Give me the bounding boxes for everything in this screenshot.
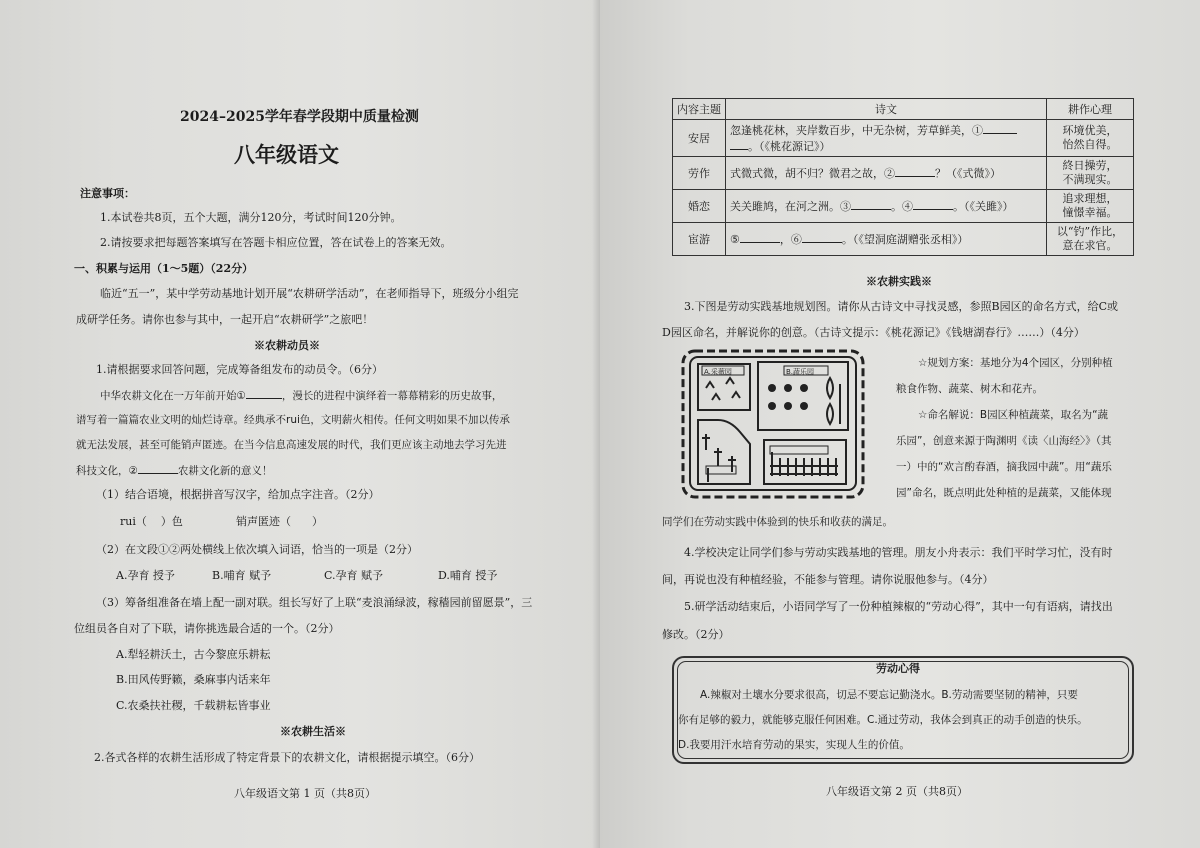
- intro-line-1: 临近“五一”，某中学劳动基地计划开展“农耕研学活动”，在老师指导下，班级分小组完: [100, 287, 519, 300]
- answer-blank[interactable]: [895, 166, 935, 177]
- poem-table: [672, 98, 1134, 256]
- q2-stem: 2.各式各样的农耕生活形成了特定背景下的农耕文化，请根据提示填空。（6分）: [94, 751, 480, 764]
- labor-notes-line-2: 你有足够的毅力，就能够克服任何困难。C.通过劳动，我体会到真正的动手创造的快乐。: [678, 714, 1088, 726]
- q3-line-2: D园区命名，并解说你的创意。（古诗文提示：《桃花源记》《钱塘湖春行》……）（4分）: [662, 326, 1085, 339]
- table-row: [673, 157, 1134, 190]
- table-row: [673, 223, 1134, 256]
- plan-line-1: ☆规划方案：基地分为4个园区，分别种植: [918, 357, 1113, 369]
- pinyin-blank-rui[interactable]: rui（ ）色: [120, 515, 183, 528]
- q1-3-option-b[interactable]: B.田风传野籁，桑麻事内话来年: [116, 673, 271, 686]
- q1-2-option-d[interactable]: D.哺育 授予: [438, 569, 498, 582]
- table-cell-poem: 忽逢桃花林，夹岸数百步，中无杂树，芳草鲜美，① 。（《桃花源记》）: [726, 120, 1047, 157]
- plan-line-4: 乐园”，创意来源于陶渊明《读〈山海经〉》（其: [896, 435, 1112, 447]
- q1-3-option-c[interactable]: C.农桑扶社稷，千载耕耘皆事业: [116, 699, 271, 712]
- q1-1: （1）结合语境，根据拼音写汉字，给加点字注音。（2分）: [96, 488, 380, 501]
- table-header: 耕作心理: [1047, 99, 1134, 120]
- pinyin-blank-ni[interactable]: 销声匿迹（ ）: [236, 515, 323, 528]
- table-header: 内容主题: [673, 99, 726, 120]
- plan-line-5: 一）中的“欢言酌春酒，摘我园中蔬”。用“蔬乐: [896, 461, 1112, 473]
- labor-notes-line-3: D.我要用汗水培育劳动的果实，实现人生的价值。: [678, 739, 910, 751]
- table-cell-theme: 安居: [673, 120, 726, 157]
- table-cell-mind: 环境优美， 怡然自得。: [1047, 120, 1134, 157]
- q1-3-option-a[interactable]: A.犁轻耕沃土，古今黎庶乐耕耘: [116, 648, 271, 661]
- table-cell-mind: 終日操劳， 不满现实。: [1047, 157, 1134, 190]
- q3-line-1: 3.下图是劳动实践基地规划图。请你从古诗文中寻找灵感，参照B园区的命名方式，给C或: [684, 300, 1118, 313]
- table-cell-mind: 追求理想， 憧憬幸福。: [1047, 190, 1134, 223]
- map-label-a: A.采薇园: [704, 368, 732, 376]
- notice-item-1: 1.本试卷共8页，五个大题，满分120分，考试时间120分钟。: [100, 211, 402, 224]
- q1-stem: 1.请根据要求回答问题，完成筹备组发布的动员令。（6分）: [96, 363, 383, 376]
- exam-title: 2024–2025学年春学段期中质量检测: [180, 109, 419, 125]
- table-cell-theme: 婚恋: [673, 190, 726, 223]
- passage-line-3: 就无法发展，甚至可能销声匿迹。在当今信息高速发展的时代，我们更应该主动地去学习先进: [76, 439, 507, 451]
- table-header: 诗文: [726, 99, 1047, 120]
- plan-line-last: 同学们在劳动实践中体验到的快乐和收获的满足。: [662, 516, 893, 528]
- q5-line-1: 5.研学活动结束后，小语同学写了一份种植辣椒的“劳动心得”，其中一句有语病，请找出: [684, 600, 1113, 613]
- table-cell-poem: ⑤ ，⑥ 。（《望洞庭湖赠张丞相》）: [726, 223, 1047, 256]
- q4-line-2: 间，再说也没有种植经验，不能参与管理。请你说服他参与。（4分）: [662, 573, 994, 586]
- plan-line-6: 园”命名，既点明此处种植的是蔬菜，又能体现: [896, 487, 1112, 499]
- q1-2-option-a[interactable]: A.孕育 授予: [116, 569, 175, 582]
- table-cell-poem: 式微式微，胡不归？微君之故，② ？（《式微》）: [726, 157, 1047, 190]
- sub-heading-farming-life: ※农耕生活※: [280, 725, 346, 738]
- table-header-row: [673, 99, 1134, 120]
- answer-blank[interactable]: [913, 199, 953, 210]
- answer-blank[interactable]: [802, 232, 842, 243]
- intro-line-2: 成研学任务。请你也参与其中，一起开启“农耕研学”之旅吧！: [76, 313, 374, 326]
- map-label-b: B.蔬乐园: [786, 368, 815, 376]
- passage-line-4: 科技文化，② 农耕文化新的意义！: [76, 465, 273, 477]
- page-2: [600, 0, 1200, 848]
- answer-blank[interactable]: [730, 139, 748, 150]
- answer-blank-1[interactable]: [246, 388, 282, 399]
- q1-2-option-b[interactable]: B.哺育 赋予: [212, 569, 272, 582]
- page-footer-2: 八年级语文第 2 页（共8页）: [826, 785, 968, 798]
- q1-3-line-1: （3）筹备组准备在墙上配一副对联。组长写好了上联“麦浪涌绿波，稼穑园前留愿景”，三: [96, 596, 533, 609]
- passage-line-1: 中华农耕文化在一万年前开始① ，漫长的进程中演绎着一幕幕精彩的历史故事，: [100, 390, 503, 402]
- garden-plan-map: [680, 348, 866, 500]
- sub-heading-farming-practice: ※农耕实践※: [866, 275, 932, 288]
- table-row: [673, 190, 1134, 223]
- answer-blank[interactable]: [983, 123, 1017, 134]
- subject-title: 八年级语文: [234, 143, 339, 167]
- section1-heading: 一、积累与运用（1～5题）（22分）: [74, 262, 254, 275]
- labor-notes-title: 劳动心得: [876, 662, 920, 675]
- q1-2-option-c[interactable]: C.孕育 赋予: [324, 569, 384, 582]
- plan-line-2: 粮食作物、蔬菜、树木和花卉。: [896, 383, 1043, 395]
- q5-line-2: 修改。（2分）: [662, 628, 730, 641]
- sub-heading-farming-mobilization: ※农耕动员※: [254, 339, 320, 352]
- table-cell-poem: 关关雎鸠，在河之洲。③ 。④ 。（《关雎》）: [726, 190, 1047, 223]
- q1-3-line-2: 位组员各自对了下联，请你挑选最合适的一个。（2分）: [74, 622, 340, 635]
- table-cell-mind: 以“钓”作比， 意在求官。: [1047, 223, 1134, 256]
- notice-item-2: 2.请按要求把每题答案填写在答题卡相应位置，答在试卷上的答案无效。: [100, 236, 452, 249]
- plan-line-3: ☆命名解说：B园区种植蔬菜，取名为“蔬: [918, 409, 1109, 421]
- answer-blank[interactable]: [851, 199, 891, 210]
- q1-2: （2）在文段①②两处横线上依次填入词语，恰当的一项是（2分）: [96, 543, 418, 556]
- answer-blank[interactable]: [740, 232, 780, 243]
- table-cell-theme: 劳作: [673, 157, 726, 190]
- passage-line-2: 谱写着一篇篇农业文明的灿烂诗章。经典承不rui色，文明薪火相传。任何文明如果不加以传承: [76, 414, 510, 426]
- q4-line-1: 4.学校决定让同学们参与劳动实践基地的管理。朋友小舟表示：我们平时学习忙，没有时: [684, 546, 1113, 559]
- answer-blank-2[interactable]: [138, 463, 178, 474]
- page-footer-1: 八年级语文第 1 页（共8页）: [234, 787, 376, 800]
- labor-notes-line-1: A.辣椒对土壤水分要求很高，切忌不要忘记勤浇水。B.劳动需要坚韧的精神，只要: [700, 689, 1078, 701]
- notice-heading: 注意事项：: [80, 187, 135, 200]
- table-row: [673, 120, 1134, 157]
- table-cell-theme: 宦游: [673, 223, 726, 256]
